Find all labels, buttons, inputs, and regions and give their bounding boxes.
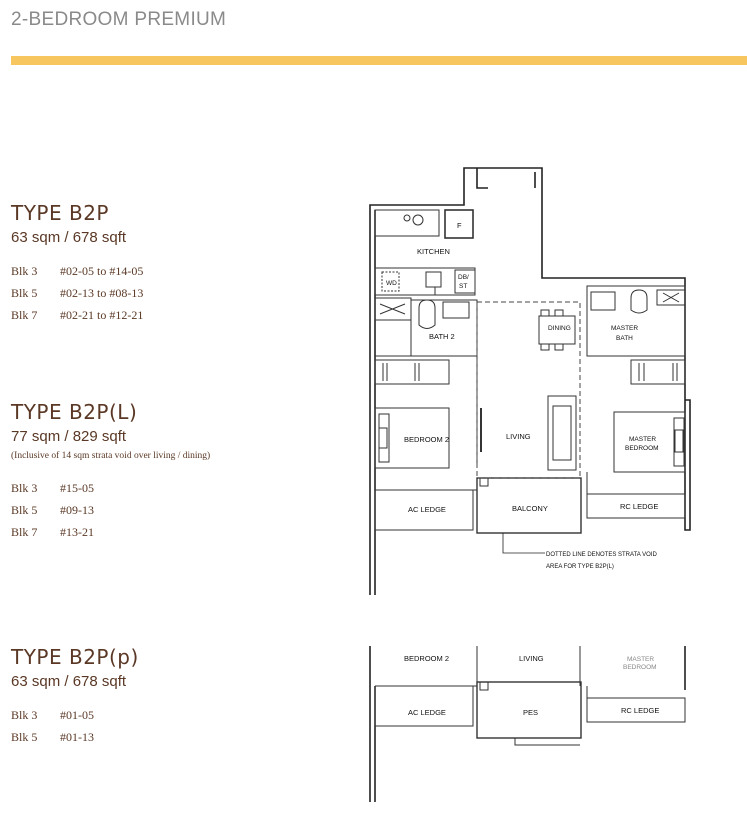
type-area: 77 sqm / 829 sqft: [11, 428, 127, 445]
type-title: TYPE B2P: [11, 201, 109, 225]
room-label-rc-ledge: RC LEDGE: [620, 502, 659, 511]
type-b2p-section: [11, 200, 143, 326]
unit-row: [11, 726, 139, 748]
unit-row: [11, 304, 143, 326]
room-label-rc-ledge: RC LEDGE: [621, 706, 660, 715]
unit-range: #02-21 to #12-21: [60, 308, 144, 322]
room-label-living: LIVING: [519, 654, 544, 663]
room-label-balcony: BALCONY: [512, 504, 548, 513]
unit-blk: Blk 3: [11, 708, 38, 722]
unit-blk: Blk 5: [11, 286, 38, 300]
accent-bar: [11, 56, 747, 65]
type-b2pl-section: [11, 399, 210, 543]
unit-range: #02-13 to #08-13: [60, 286, 144, 300]
room-label-pes: PES: [523, 708, 539, 717]
unit-row: [11, 260, 143, 282]
unit-range: #09-13: [60, 503, 94, 517]
unit-blk: Blk 3: [11, 481, 38, 495]
room-label-bedroom2: BEDROOM 2: [404, 654, 450, 663]
unit-range: #01-05: [60, 708, 94, 722]
fridge-label: F: [457, 221, 462, 230]
wd-label: WD: [386, 280, 397, 287]
unit-row: [11, 704, 139, 726]
void-note-line1: DOTTED LINE DENOTES STRATA VOID: [546, 552, 657, 558]
floor-plan-b2pp: [355, 640, 695, 805]
type-title: TYPE B2P(L): [11, 400, 138, 424]
unit-row: [11, 499, 210, 521]
type-area: 63 sqm / 678 sqft: [11, 229, 127, 246]
room-label-master-bedroom-line1: MASTER: [627, 656, 655, 663]
type-title: TYPE B2P(p): [11, 645, 139, 669]
st-label: ST: [459, 283, 468, 290]
unit-list: [11, 260, 143, 326]
unit-row: [11, 521, 210, 543]
unit-range: #15-05: [60, 481, 94, 495]
unit-blk: Blk 5: [11, 730, 38, 744]
interior-walls: [375, 210, 685, 533]
room-label-dining: DINING: [548, 325, 571, 332]
room-label-master-bedroom-line2: BEDROOM: [623, 664, 657, 671]
unit-row: [11, 477, 210, 499]
unit-blk: Blk 3: [11, 264, 38, 278]
unit-blk: Blk 7: [11, 308, 38, 322]
room-label-living: LIVING: [506, 432, 531, 441]
db-label: DB/: [458, 274, 469, 281]
room-label-bedroom2: BEDROOM 2: [404, 435, 450, 444]
unit-row: [11, 282, 143, 304]
page-title: 2-BEDROOM PREMIUM: [11, 9, 227, 30]
unit-blk: Blk 7: [11, 525, 38, 539]
room-label-master-bedroom-line2: BEDROOM: [625, 445, 659, 452]
unit-range: #13-21: [60, 525, 94, 539]
floor-plan-b2p: [355, 160, 695, 605]
unit-list: [11, 477, 210, 543]
type-area: 63 sqm / 678 sqft: [11, 673, 127, 690]
room-label-master-bedroom-line1: MASTER: [629, 436, 657, 443]
unit-blk: Blk 5: [11, 503, 38, 517]
unit-list: [11, 704, 139, 748]
void-note-line2: AREA FOR TYPE B2P(L): [546, 564, 614, 570]
room-label-kitchen: KITCHEN: [417, 247, 450, 256]
type-b2pp-section: [11, 644, 139, 748]
unit-range: #02-05 to #14-05: [60, 264, 144, 278]
type-note: (Inclusive of 14 sqm strata void over living / dining): [11, 451, 211, 461]
note-leader-line: [503, 533, 545, 553]
unit-range: #01-13: [60, 730, 94, 744]
outer-walls: [370, 168, 690, 595]
room-label-ac-ledge: AC LEDGE: [408, 708, 446, 717]
room-label-bath2: BATH 2: [429, 332, 455, 341]
room-label-ac-ledge: AC LEDGE: [408, 505, 446, 514]
room-label-master-bath-line1: MASTER: [611, 325, 639, 332]
room-label-master-bath-line2: BATH: [616, 335, 633, 342]
